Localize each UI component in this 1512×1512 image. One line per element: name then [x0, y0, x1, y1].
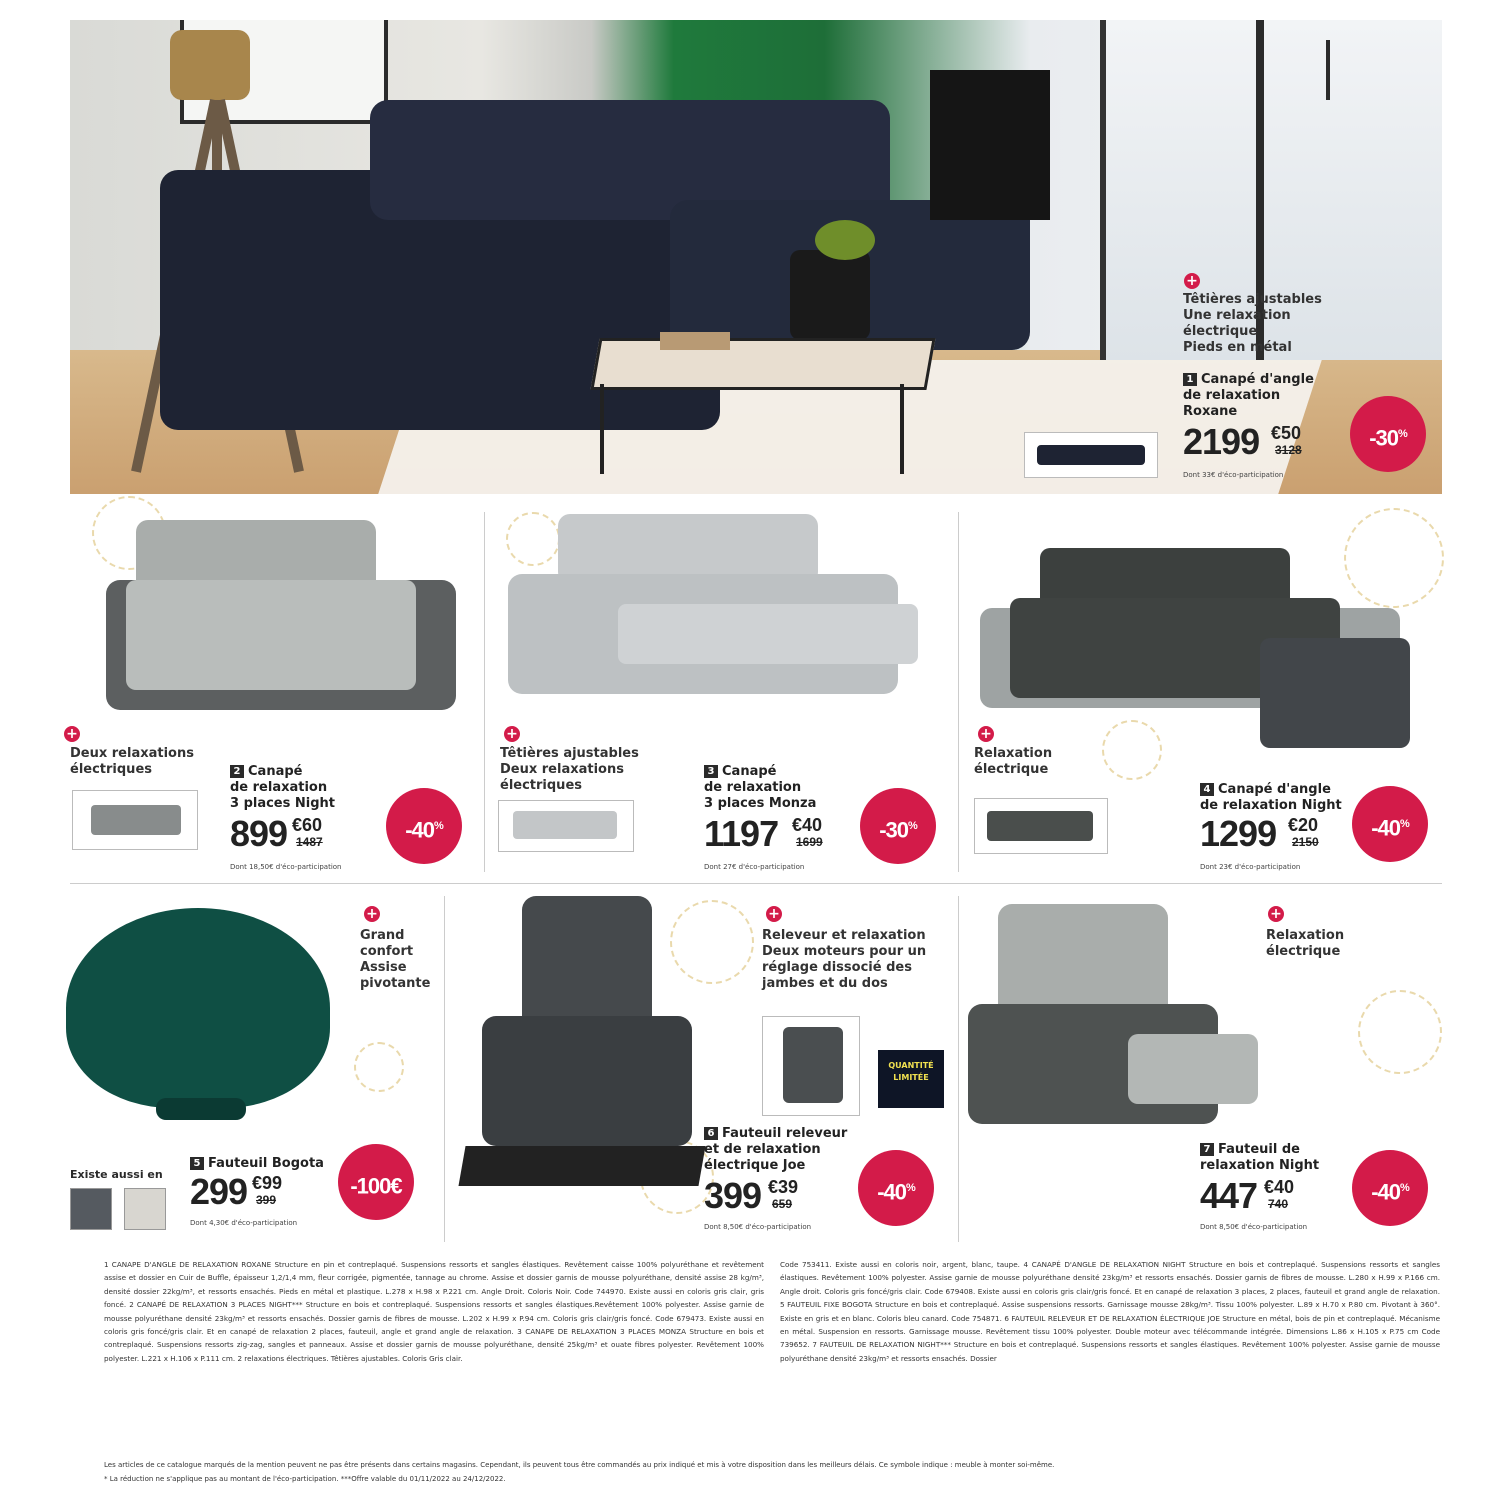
product-image-night-sofa — [96, 520, 460, 720]
product-name: 7 Fauteuil de relaxation Night — [1200, 1142, 1320, 1173]
product-name: 5 Fauteuil Bogota — [190, 1156, 340, 1172]
product-features: Deux relaxations électriques — [70, 746, 194, 777]
price-old: 3128 — [1275, 443, 1302, 457]
price-old: 740 — [1268, 1197, 1289, 1211]
price-decimal: €40 — [792, 815, 823, 835]
product-thumbnail — [762, 1016, 860, 1116]
product-image-bogota-armchair — [66, 908, 330, 1122]
eco-participation: Dont 8,50€ d'éco-participation — [704, 1223, 812, 1231]
hero-price — [1183, 420, 1333, 460]
eco-participation: Dont 33€ d'éco-participation — [1183, 471, 1284, 479]
snowflake-icon — [354, 1042, 404, 1092]
price-old: 659 — [772, 1197, 793, 1211]
hero-name: Canapé d'angle de relaxation Roxane — [1183, 372, 1314, 419]
product-image-monza-sofa — [508, 514, 938, 724]
discount-badge: -40% — [1352, 786, 1428, 862]
feature-plus-icon: + — [64, 726, 80, 742]
price-decimal: €99 — [252, 1173, 283, 1193]
product-number: 5 — [190, 1157, 204, 1170]
product-thumbnail — [498, 800, 634, 852]
price-decimal: €39 — [768, 1177, 799, 1197]
snowflake-icon — [1358, 990, 1442, 1074]
vase — [790, 250, 870, 340]
product-features: Grand confort Assise pivotante — [360, 928, 431, 991]
price-integer: 299 — [190, 1171, 248, 1212]
product-features: Releveur et relaxation Deux moteurs pour un réglage dissocié des jambes et du dos — [762, 928, 927, 991]
price-old: 399 — [256, 1193, 277, 1207]
product-name: 3 Canapé de relaxation 3 places Monza — [704, 764, 817, 811]
divider — [444, 896, 445, 1242]
eco-participation: Dont 27€ d'éco-participation — [704, 863, 805, 871]
price-integer: 899 — [230, 813, 288, 854]
price-integer: 1299 — [1200, 813, 1277, 854]
feature-plus-icon: + — [1268, 906, 1284, 922]
plant — [815, 220, 875, 260]
discount-badge: -40% — [858, 1150, 934, 1226]
product-number: 3 — [704, 765, 718, 778]
product-number: 2 — [230, 765, 244, 778]
discount-badge: -40% — [386, 788, 462, 864]
also-available-label: Existe aussi en — [70, 1168, 163, 1181]
divider — [484, 512, 485, 872]
discount-badge: -100€ — [338, 1144, 414, 1220]
eco-participation: Dont 8,50€ d'éco-participation — [1200, 1223, 1308, 1231]
product-features: Relaxation électrique — [974, 746, 1053, 777]
product-image-joe-recliner — [452, 896, 700, 1206]
product-name: 6 Fauteuil releveur et de relaxation électrique Joe — [704, 1126, 848, 1173]
price-integer: 2199 — [1183, 421, 1260, 462]
discount-badge: -40% — [1352, 1150, 1428, 1226]
price-old: 1487 — [296, 835, 323, 849]
product-thumbnail — [72, 790, 198, 850]
color-swatch-grey[interactable] — [70, 1188, 112, 1230]
feature-plus-icon: + — [766, 906, 782, 922]
price-integer: 447 — [1200, 1175, 1258, 1216]
product-thumbnail — [974, 798, 1108, 854]
hero-thumbnail — [1024, 432, 1158, 478]
product-number: 1 — [1183, 373, 1197, 386]
hero-product-name — [1183, 372, 1333, 420]
product-price — [1200, 812, 1350, 852]
product-price — [190, 1170, 330, 1210]
feature-plus-icon: + — [978, 726, 994, 742]
price-old: 1699 — [796, 835, 823, 849]
product-name: 4 Canapé d'angle de relaxation Night — [1200, 782, 1342, 813]
footer-offer-note: * La réduction ne s'applique pas au montant de l'éco-participation. ***Offre valable du 01/11/2022 au 24/12/2022. — [104, 1475, 506, 1483]
price-old: 2150 — [1292, 835, 1319, 849]
divider — [70, 883, 1442, 884]
discount-badge: -30% — [1350, 396, 1426, 472]
price-decimal: €20 — [1288, 815, 1319, 835]
product-features: Têtières ajustables Deux relaxations électriques — [500, 746, 639, 793]
price-decimal: €40 — [1264, 1177, 1295, 1197]
eco-participation: Dont 18,50€ d'éco-participation — [230, 863, 342, 871]
product-price — [704, 812, 854, 852]
discount-badge: -30% — [860, 788, 936, 864]
product-price — [230, 812, 370, 852]
price-decimal: €50 — [1271, 423, 1302, 443]
product-features: Relaxation électrique — [1266, 928, 1345, 959]
divider — [958, 512, 959, 872]
product-number: 4 — [1200, 783, 1214, 796]
product-number: 6 — [704, 1127, 718, 1140]
legal-text-left: 1 CANAPE D'ANGLE DE RELAXATION ROXANE Structure en pin et contreplaqué. Suspensions ressorts et sangles élastiques. Revêtement caisse 100% polyuréthane et revêtement assise et dossier en Cuir de Buffle, épaisseur 1,2/1,4 mm, fleur corrigée, pigmentée, tannage au chrome. Assise et dossier garnis de mousse polyuréthane, densité assise 28 kg/m³, densité dossier 22kg/m³, et ressorts ensachés. Pieds en métal et plastique. L.278 x H.98 x P.221 cm. Angle Droit. Coloris Noir. Code 744970. Existe aussi en coloris gris clair, gris foncé. 2 CANAPÉ DE RELAXATION 3 PLACES NIGHT*** Structure en bois et contreplaqué. Suspensions ressorts et sangles élastiques.Revêtement 100% polyester. Assise garnie de mousse polyuréthane densité 23kg/m³ et ressorts ensachés. Dossier garnis de fibres de mousse. L.202 x H.99 x P.94 cm. Coloris gris clair/gris foncé. Code 679473. Existe aussi en coloris gris foncé/gris clair. Et en canapé de relaxation 2 places, fauteuil, angle et grand angle de relaxation. 3 CANAPE DE RELAXATION 3 PLACES MONZA Structure en bois et contreplaqué. Suspensions ressorts zig-zag, sangles et panneaux. Assise et dossier garnis de mousse polyuréthane, densité 25kg/m³ et ouate fibres polyester. Revêtement 100% polyester. L.221 x H.106 x P.111 cm. 2 relaxations électriques. Têtières ajustables. Coloris Gris clair. — [104, 1260, 764, 1363]
product-name: 2 Canapé de relaxation 3 places Night — [230, 764, 336, 811]
feature-plus-icon: + — [504, 726, 520, 742]
feature-plus-icon: + — [1184, 273, 1200, 289]
product-price — [704, 1174, 844, 1214]
footer-note: Les articles de ce catalogue marqués de la mention peuvent ne pas être présents dans certains magasins. Cependant, ils peuvent tous être commandés au prix indiqué et mis à votre disposition dans les meilleurs délais. Ce symbole indique : meuble à monter soi-même. — [104, 1461, 1055, 1469]
color-swatch-light[interactable] — [124, 1188, 166, 1230]
coffee-table — [590, 338, 935, 390]
limited-quantity-stamp: QUANTITÉ LIMITÉE — [878, 1050, 944, 1108]
legal-text-right: Code 753411. Existe aussi en coloris noir, argent, blanc, taupe. 4 CANAPÉ D'ANGLE DE RELAXATION NIGHT Structure en bois et contreplaqué. Suspensions ressorts et sangles élastiques. Revêtement 100% polyester. Assise garnie de mousse polyuréthane densité 23kg/m³ et ressorts ensachés. Dossier garnis de fibres de mousse. L.280 x H.99 x P.166 cm. Angle droit. Coloris gris foncé/gris clair. Code 679408. Existe aussi en coloris gris clair/gris foncé. Et en canapé de relaxation 3 places, 2 places, fauteuil et grand angle de relaxation. 5 FAUTEUIL FIXE BOGOTA Structure en bois et contreplaqué. Assise suspensions ressorts. Garnissage mousse 28kg/m³. Tissu 100% polyester. L.89 x H.70 x P.80 cm. Pivotant à 360°. Existe en gris et en blanc. Coloris bleu canard. Code 754871. 6 FAUTEUIL RELEVEUR ET DE RELAXATION ÉLECTRIQUE JOE Structure en métal, bois de pin et contreplaqué. Mécanisme en métal. Suspension en ressorts. Garnissage mousse. Revêtement tissu 100% polyester. Double moteur avec télécommande intégrée. Dimensions L.86 x H.105 x P.75 cm Code 739652. 7 FAUTEUIL DE RELAXATION NIGHT*** Structure en bois et contreplaqué. Suspensions ressorts et sangles élastiques. Revêtement 100% polyester. Assise garnie de mousse polyuréthane densité 23kg/m³ et ressorts ensachés. Dossier — [780, 1260, 1440, 1363]
price-integer: 1197 — [704, 813, 779, 854]
sideboard — [930, 70, 1050, 220]
divider — [958, 896, 959, 1242]
product-image-night-armchair — [968, 904, 1264, 1140]
hero-features: Têtières ajustables Une relaxation électrique Pieds en métal — [1183, 292, 1322, 355]
price-integer: 399 — [704, 1175, 762, 1216]
feature-plus-icon: + — [364, 906, 380, 922]
books — [660, 332, 730, 350]
product-number: 7 — [1200, 1143, 1214, 1156]
product-price — [1200, 1174, 1340, 1214]
eco-participation: Dont 4,30€ d'éco-participation — [190, 1219, 298, 1227]
lamp — [170, 30, 250, 100]
price-decimal: €60 — [292, 815, 323, 835]
product-image-night-corner — [980, 548, 1440, 748]
eco-participation: Dont 23€ d'éco-participation — [1200, 863, 1301, 871]
